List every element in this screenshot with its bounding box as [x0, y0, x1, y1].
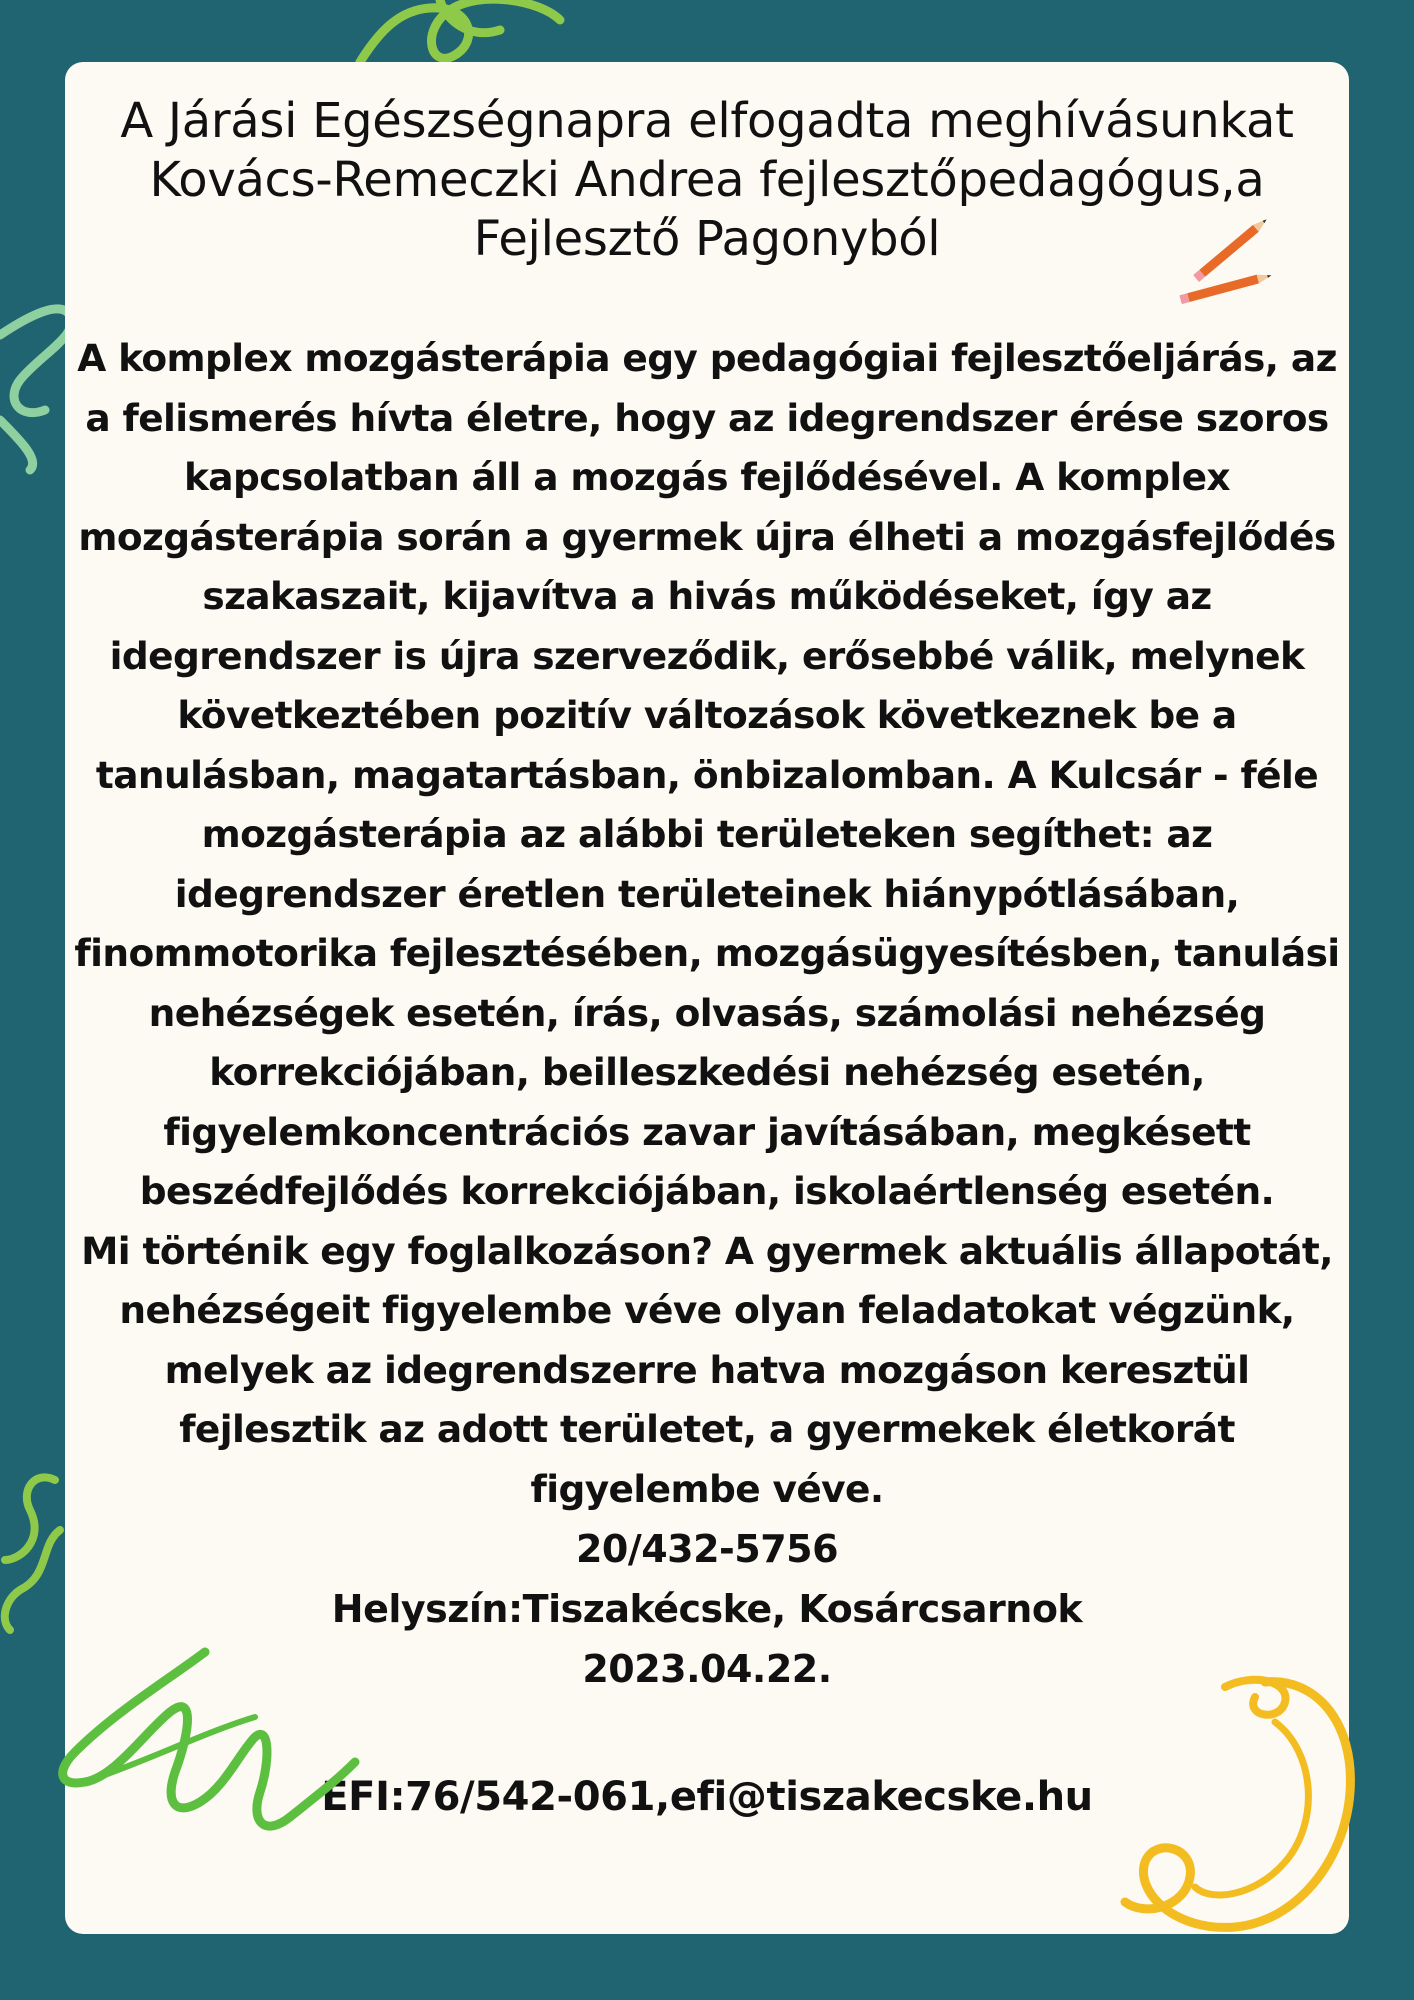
session-description: Mi történik egy foglalkozáson? A gyermek aktuális állapotát, nehézségeit figyelembe véve olyan feladatokat végzünk, melyek az idegrendszerre hatva mozgáson keresztül fejlesztik az adott területet, a gyermekek életkorát figyelembe véve. [81, 1228, 1333, 1511]
green-loop-scribble-lower-left [5, 1477, 60, 1630]
green-loop-scribble-left [0, 309, 72, 470]
event-date: 2023.04.22. [582, 1647, 832, 1691]
efi-contact: EFI:76/542-061,efi@tiszakecske.hu [321, 1774, 1093, 1820]
title-line-2: Kovács-Remeczki Andrea fejlesztőpedagógus,a [149, 152, 1265, 208]
title-line-1: A Járási Egészségnapra elfogadta meghívásunkat [120, 93, 1294, 149]
title-line-3: Fejlesztő Pagonyból [473, 211, 941, 267]
location: Helyszín:Tiszakécske, Kosárcsarnok [331, 1587, 1083, 1631]
therapy-description: A komplex mozgásterápia egy pedagógiai fejlesztőeljárás, az a felismerés hívta életre, hogy az idegrendszer érése szoros kapcsolatban áll a mozgás fejlődésével. A komplex mozgásterápia során a gyermek újra élheti a mozgásfejlődés szakaszait, kijavítva a hivás működéseket, így az idegrendszer is újra szerveződik, erősebbé válik, melynek következtében pozitív változások következnek be a tanulásban, magatartásban, önbizalomban. A Kulcsár - féle mozgásterápia az alábbi területeken segíthet: az idegrendszer éretlen területeinek hiánypótlásában, finommotorika fejlesztésében, mozgásügyesítésben, tanulási nehézségek esetén, írás, olvasás, számolási nehézség korrekciójában, beilleszkedési nehézség esetén, figyelemkoncentrációs zavar javításában, megkésett beszédfejlődés korrekciójában, iskolaértlenség esetén. [74, 336, 1340, 1213]
phone-number: 20/432-5756 [575, 1527, 839, 1571]
description-block [73, 329, 1341, 1519]
flyer-title [92, 92, 1322, 269]
flyer-card [65, 62, 1349, 1934]
green-loop-scribble-top [360, 0, 560, 62]
